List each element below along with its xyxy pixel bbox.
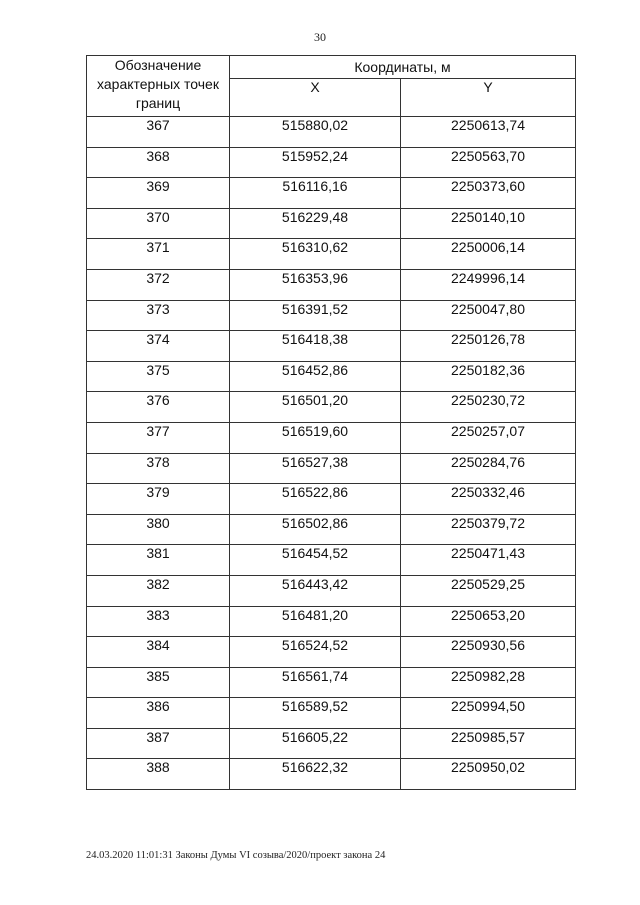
y-cell: 2250182,36 bbox=[401, 361, 576, 392]
y-cell: 2250563,70 bbox=[401, 147, 576, 178]
table-row bbox=[87, 239, 576, 270]
table-row bbox=[87, 759, 576, 790]
table-row bbox=[87, 147, 576, 178]
table-body bbox=[87, 117, 576, 790]
point-cell: 372 bbox=[87, 269, 230, 300]
table-row bbox=[87, 637, 576, 668]
point-cell: 386 bbox=[87, 698, 230, 729]
y-cell: 2250982,28 bbox=[401, 667, 576, 698]
y-cell: 2250985,57 bbox=[401, 728, 576, 759]
point-cell: 368 bbox=[87, 147, 230, 178]
table-row bbox=[87, 453, 576, 484]
y-cell: 2250006,14 bbox=[401, 239, 576, 270]
header-designation: Обозначение характерных точек границ bbox=[87, 56, 230, 117]
x-cell: 516391,52 bbox=[230, 300, 401, 331]
x-cell: 516443,42 bbox=[230, 575, 401, 606]
table-row bbox=[87, 361, 576, 392]
point-cell: 379 bbox=[87, 484, 230, 515]
x-cell: 516116,16 bbox=[230, 178, 401, 209]
point-cell: 387 bbox=[87, 728, 230, 759]
x-cell: 516310,62 bbox=[230, 239, 401, 270]
x-cell: 516589,52 bbox=[230, 698, 401, 729]
x-cell: 516501,20 bbox=[230, 392, 401, 423]
header-x: X bbox=[230, 79, 401, 117]
x-cell: 516353,96 bbox=[230, 269, 401, 300]
point-cell: 380 bbox=[87, 514, 230, 545]
point-cell: 378 bbox=[87, 453, 230, 484]
x-cell: 516502,86 bbox=[230, 514, 401, 545]
y-cell: 2250332,46 bbox=[401, 484, 576, 515]
point-cell: 376 bbox=[87, 392, 230, 423]
table-row bbox=[87, 575, 576, 606]
x-cell: 516481,20 bbox=[230, 606, 401, 637]
x-cell: 516452,86 bbox=[230, 361, 401, 392]
point-cell: 385 bbox=[87, 667, 230, 698]
y-cell: 2250613,74 bbox=[401, 117, 576, 148]
point-cell: 388 bbox=[87, 759, 230, 790]
y-cell: 2250930,56 bbox=[401, 637, 576, 668]
table-row bbox=[87, 606, 576, 637]
point-cell: 373 bbox=[87, 300, 230, 331]
point-cell: 377 bbox=[87, 422, 230, 453]
y-cell: 2250257,07 bbox=[401, 422, 576, 453]
y-cell: 2250379,72 bbox=[401, 514, 576, 545]
x-cell: 516418,38 bbox=[230, 331, 401, 362]
y-cell: 2250126,78 bbox=[401, 331, 576, 362]
y-cell: 2250047,80 bbox=[401, 300, 576, 331]
x-cell: 516605,22 bbox=[230, 728, 401, 759]
x-cell: 516561,74 bbox=[230, 667, 401, 698]
y-cell: 2250471,43 bbox=[401, 545, 576, 576]
x-cell: 516622,32 bbox=[230, 759, 401, 790]
table-row bbox=[87, 698, 576, 729]
coordinates-table bbox=[86, 55, 576, 790]
table-row bbox=[87, 514, 576, 545]
document-footer: 24.03.2020 11:01:31 Законы Думы VI созыва/2020/проект закона 24 bbox=[86, 850, 386, 861]
point-cell: 367 bbox=[87, 117, 230, 148]
x-cell: 516524,52 bbox=[230, 637, 401, 668]
x-cell: 516229,48 bbox=[230, 208, 401, 239]
point-cell: 375 bbox=[87, 361, 230, 392]
table-row bbox=[87, 728, 576, 759]
y-cell: 2250994,50 bbox=[401, 698, 576, 729]
x-cell: 515880,02 bbox=[230, 117, 401, 148]
point-cell: 383 bbox=[87, 606, 230, 637]
y-cell: 2249996,14 bbox=[401, 269, 576, 300]
y-cell: 2250284,76 bbox=[401, 453, 576, 484]
table-row bbox=[87, 269, 576, 300]
x-cell: 516527,38 bbox=[230, 453, 401, 484]
table-row bbox=[87, 392, 576, 423]
point-cell: 384 bbox=[87, 637, 230, 668]
page-number: 30 bbox=[314, 30, 326, 44]
point-cell: 369 bbox=[87, 178, 230, 209]
x-cell: 516522,86 bbox=[230, 484, 401, 515]
y-cell: 2250950,02 bbox=[401, 759, 576, 790]
point-cell: 382 bbox=[87, 575, 230, 606]
table-row bbox=[87, 300, 576, 331]
table-row bbox=[87, 208, 576, 239]
table-row bbox=[87, 422, 576, 453]
point-cell: 370 bbox=[87, 208, 230, 239]
point-cell: 374 bbox=[87, 331, 230, 362]
table-row bbox=[87, 331, 576, 362]
x-cell: 515952,24 bbox=[230, 147, 401, 178]
x-cell: 516454,52 bbox=[230, 545, 401, 576]
point-cell: 381 bbox=[87, 545, 230, 576]
y-cell: 2250373,60 bbox=[401, 178, 576, 209]
table-row bbox=[87, 178, 576, 209]
table-row bbox=[87, 667, 576, 698]
y-cell: 2250140,10 bbox=[401, 208, 576, 239]
table-row bbox=[87, 484, 576, 515]
y-cell: 2250653,20 bbox=[401, 606, 576, 637]
table-row bbox=[87, 117, 576, 148]
point-cell: 371 bbox=[87, 239, 230, 270]
header-y: Y bbox=[401, 79, 576, 117]
y-cell: 2250529,25 bbox=[401, 575, 576, 606]
x-cell: 516519,60 bbox=[230, 422, 401, 453]
table-row bbox=[87, 545, 576, 576]
y-cell: 2250230,72 bbox=[401, 392, 576, 423]
header-coordinates: Координаты, м bbox=[230, 56, 576, 79]
